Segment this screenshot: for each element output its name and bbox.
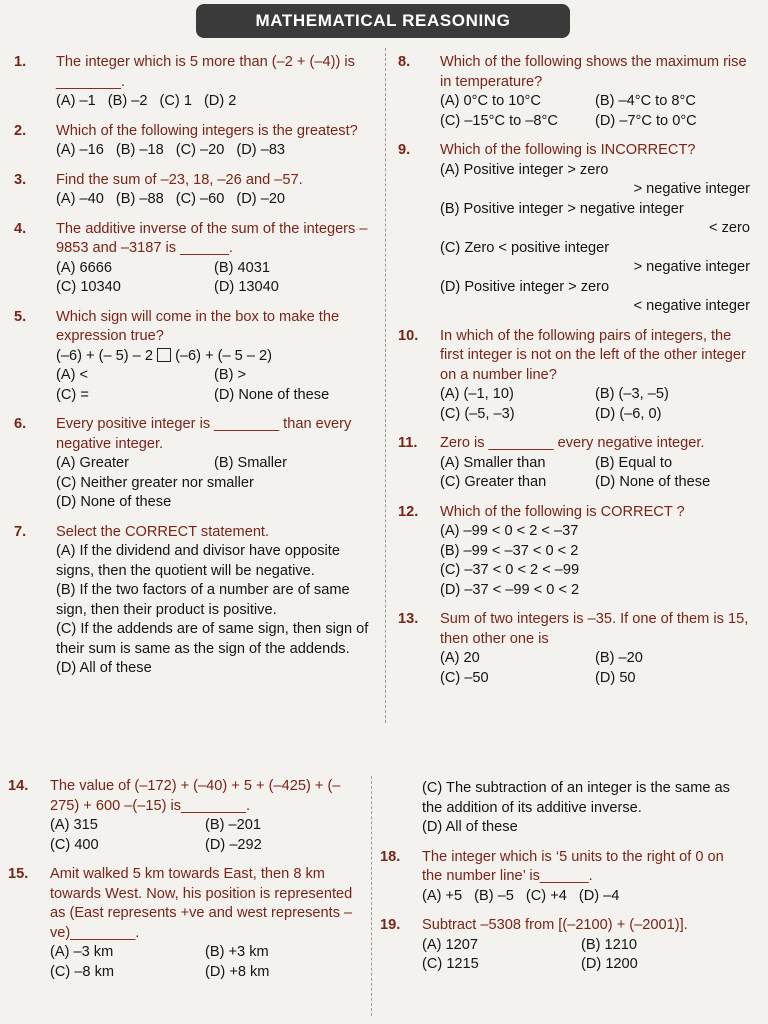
option-a[interactable]: (A) Greater: [56, 455, 129, 471]
options: [56, 366, 372, 405]
option-c[interactable]: (C) –50: [440, 669, 489, 686]
question-number: 15.: [8, 866, 29, 882]
option-d[interactable]: (D) 2: [203, 93, 237, 109]
option-a[interactable]: (A) 315: [50, 817, 98, 833]
lower-left-column: [8, 777, 360, 992]
option-a[interactable]: (A) 0°C to 10°C: [440, 93, 541, 109]
option-b[interactable]: (B) Smaller: [214, 455, 287, 471]
question-number: 2.: [14, 122, 27, 139]
option-b[interactable]: (B) –2: [107, 93, 148, 109]
question-14: [8, 777, 360, 855]
question-6: [14, 415, 372, 513]
column-divider: [385, 48, 386, 723]
option-d[interactable]: (D) None of these: [214, 386, 330, 403]
question-text: Sum of two integers is –35. If one of them is 15, then other one is: [440, 611, 749, 647]
option-c[interactable]: (C) If the addends are of same sign, then sign of their sum is same as the sign of the addends.: [56, 621, 369, 657]
option-a[interactable]: [440, 161, 750, 200]
question-text: Which of the following integers is the greatest?: [56, 122, 358, 139]
option-c[interactable]: (C) The subtraction of an integer is the same as the addition of its additive inverse.: [422, 780, 730, 816]
option-a[interactable]: (A) 6666: [56, 259, 112, 276]
option-d[interactable]: (D) 1200: [581, 956, 638, 972]
question-9: [398, 141, 750, 317]
option-c[interactable]: (C) –37 < 0 < 2 < –99: [440, 562, 580, 578]
question-7: [14, 523, 372, 679]
option-b[interactable]: (B) Equal to: [595, 454, 673, 471]
question-3: [14, 171, 372, 210]
column-divider-lower: [371, 776, 372, 1016]
option-a[interactable]: (A) –1: [56, 93, 96, 109]
expression-right: (–6) + (– 5 – 2): [175, 347, 272, 364]
option-a[interactable]: (A) –99 < 0 < 2 < –37: [440, 523, 579, 539]
options: [56, 141, 372, 161]
question-number: 1.: [14, 54, 27, 70]
option-c[interactable]: (C) 400: [50, 836, 99, 853]
options: [50, 816, 360, 855]
option-b-line1: (B) Positive integer > negative integer: [440, 200, 684, 217]
question-17-continued: [380, 779, 740, 838]
option-d[interactable]: [440, 278, 750, 317]
question-12: [398, 503, 750, 601]
options: [440, 649, 750, 688]
question-15: [8, 865, 360, 982]
left-column: [14, 53, 372, 689]
question-number: 9.: [398, 142, 411, 158]
option-d[interactable]: (D) –83: [236, 142, 286, 158]
options: [440, 92, 750, 131]
question-number: 3.: [14, 171, 27, 188]
question-18: [380, 848, 740, 907]
question-text: Which of the following shows the maximum rise in temperature?: [440, 54, 747, 90]
option-a[interactable]: (A) +5: [422, 887, 463, 904]
question-11: [398, 434, 750, 493]
option-b[interactable]: [440, 200, 750, 239]
question-number: 19.: [380, 917, 401, 933]
question-text: Which sign will come in the box to make the expression true?: [56, 308, 340, 344]
option-c[interactable]: [440, 239, 750, 278]
question-10: [398, 327, 750, 425]
question-text: The additive inverse of the sum of the integers –9853 and –3187 is ______.: [56, 220, 368, 256]
question-text: Every positive integer is ________ than every negative integer.: [56, 416, 352, 452]
option-b[interactable]: (B) 4031: [214, 259, 270, 276]
option-d[interactable]: (D) None of these: [56, 494, 172, 510]
question-19: [380, 916, 740, 975]
option-b[interactable]: (B) (–3, –5): [595, 386, 669, 402]
option-a[interactable]: (A) 1207: [422, 936, 478, 953]
option-a[interactable]: (A) –40: [56, 191, 104, 207]
options: [56, 92, 372, 112]
option-b[interactable]: (B) –201: [205, 817, 261, 833]
option-d[interactable]: (D) –4: [578, 887, 620, 904]
question-text: Which of the following is INCORRECT?: [440, 142, 696, 158]
option-a[interactable]: (A) Smaller than: [440, 454, 546, 471]
blank-box[interactable]: [157, 348, 171, 362]
options: [440, 385, 750, 424]
options: [440, 454, 750, 493]
question-text: The integer which is 5 more than (–2 + (–4)) is ________.: [56, 54, 355, 90]
option-d-line2: < negative integer: [633, 298, 750, 314]
question-number: 18.: [380, 848, 401, 865]
options: [56, 454, 372, 474]
option-c[interactable]: (C) +4: [525, 887, 567, 904]
options: [422, 887, 740, 907]
option-d-line1: (D) Positive integer > zero: [440, 278, 610, 295]
question-number: 6.: [14, 416, 27, 432]
question-4: [14, 220, 372, 298]
option-b[interactable]: (B) –99 < –37 < 0 < 2: [440, 542, 579, 559]
option-b[interactable]: (B) If the two factors of a number are of same sign, then their product is positive.: [56, 582, 350, 618]
option-d[interactable]: (D) 50: [595, 669, 636, 686]
question-number: 14.: [8, 778, 29, 794]
options: [422, 936, 740, 975]
question-number: 8.: [398, 54, 411, 70]
option-b[interactable]: (B) –5: [474, 887, 514, 904]
option-a-line2: > negative integer: [633, 181, 750, 197]
question-text: Select the CORRECT statement.: [56, 523, 270, 540]
option-d[interactable]: (D) –37 < –99 < 0 < 2: [440, 581, 580, 598]
expression-left: (–6) + (– 5) – 2: [56, 347, 153, 364]
question-number: 12.: [398, 503, 419, 520]
option-d[interactable]: (D) –292: [205, 836, 262, 853]
option-c-line2: > negative integer: [633, 259, 750, 275]
expression: [56, 347, 372, 367]
option-c[interactable]: (C) –15°C to –8°C: [440, 112, 558, 129]
option-b[interactable]: (B) –88: [115, 191, 164, 207]
option-b[interactable]: (B) +3 km: [205, 944, 269, 960]
option-d[interactable]: (D) None of these: [595, 474, 711, 490]
question-text: Which of the following is CORRECT ?: [440, 503, 685, 520]
lower-right-column: [380, 779, 740, 985]
question-number: 11.: [398, 435, 418, 451]
question-2: [14, 122, 372, 161]
option-d[interactable]: (D) All of these: [56, 660, 152, 676]
options: [56, 190, 372, 210]
option-d[interactable]: (D) –7°C to 0°C: [595, 112, 697, 129]
option-a[interactable]: (A) –16: [56, 142, 104, 158]
option-c[interactable]: (C) =: [56, 386, 89, 403]
question-text: Subtract –5308 from [(–2100) + (–2001)].: [422, 917, 688, 933]
options: [56, 259, 372, 298]
question-text: Amit walked 5 km towards East, then 8 km towards West. Now, his position is represented as (East represents +ve and west represents –ve)________.: [50, 866, 353, 941]
question-1: [14, 53, 372, 112]
option-a-line1: (A) Positive integer > zero: [440, 161, 609, 178]
option-c[interactable]: (C) –8 km: [50, 963, 115, 980]
question-text: Zero is ________ every negative integer.: [440, 435, 705, 451]
option-a[interactable]: (A) (–1, 10): [440, 386, 514, 402]
option-a[interactable]: (A) 20: [440, 650, 480, 666]
option-d[interactable]: (D) 13040: [214, 279, 279, 295]
option-a[interactable]: (A) <: [56, 367, 89, 383]
option-d[interactable]: (D) –20: [236, 191, 286, 207]
question-text: The integer which is ‘5 units to the right of 0 on the number line’ is______.: [422, 848, 724, 884]
option-c[interactable]: (C) 1: [159, 93, 192, 109]
question-8: [398, 53, 750, 131]
option-c[interactable]: (C) Neither greater nor smaller: [56, 474, 254, 491]
option-b[interactable]: (B) –20: [595, 650, 643, 666]
question-number: 4.: [14, 220, 27, 237]
option-b[interactable]: (B) –18: [115, 142, 164, 158]
question-number: 7.: [14, 523, 27, 540]
question-text: In which of the following pairs of integers, the first integer is not on the left of the other integer on a number line?: [440, 327, 746, 383]
question-13: [398, 610, 750, 688]
option-c[interactable]: (C) (–5, –3): [440, 405, 515, 422]
option-b[interactable]: (B) >: [214, 367, 247, 383]
option-d[interactable]: (D) +8 km: [205, 963, 270, 980]
question-text: The value of (–172) + (–40) + 5 + (–425) + (–275) + 600 –(–15) is________.: [50, 778, 341, 814]
option-b-line2: < zero: [709, 220, 750, 236]
option-c[interactable]: (C) –20: [175, 142, 225, 158]
options: [50, 943, 360, 982]
option-c[interactable]: (C) Greater than: [440, 474, 547, 490]
option-a[interactable]: (A) If the dividend and divisor have opposite signs, then the quotient will be negative.: [56, 543, 340, 579]
option-d[interactable]: (D) (–6, 0): [595, 405, 662, 422]
option-c-line1: (C) Zero < positive integer: [440, 239, 610, 256]
option-b[interactable]: (B) 1210: [581, 936, 637, 953]
question-number: 5.: [14, 308, 27, 325]
question-text: Find the sum of –23, 18, –26 and –57.: [56, 171, 303, 188]
option-c[interactable]: (C) 10340: [56, 279, 121, 295]
question-number: 10.: [398, 327, 419, 344]
option-b[interactable]: (B) –4°C to 8°C: [595, 93, 696, 109]
option-d[interactable]: (D) All of these: [422, 819, 518, 835]
option-c[interactable]: (C) –60: [175, 191, 225, 207]
option-c[interactable]: (C) 1215: [422, 956, 479, 972]
option-a[interactable]: (A) –3 km: [50, 944, 114, 960]
question-number: 13.: [398, 611, 419, 627]
right-column: [398, 53, 750, 698]
section-header: MATHEMATICAL REASONING: [196, 4, 570, 38]
question-5: [14, 308, 372, 406]
